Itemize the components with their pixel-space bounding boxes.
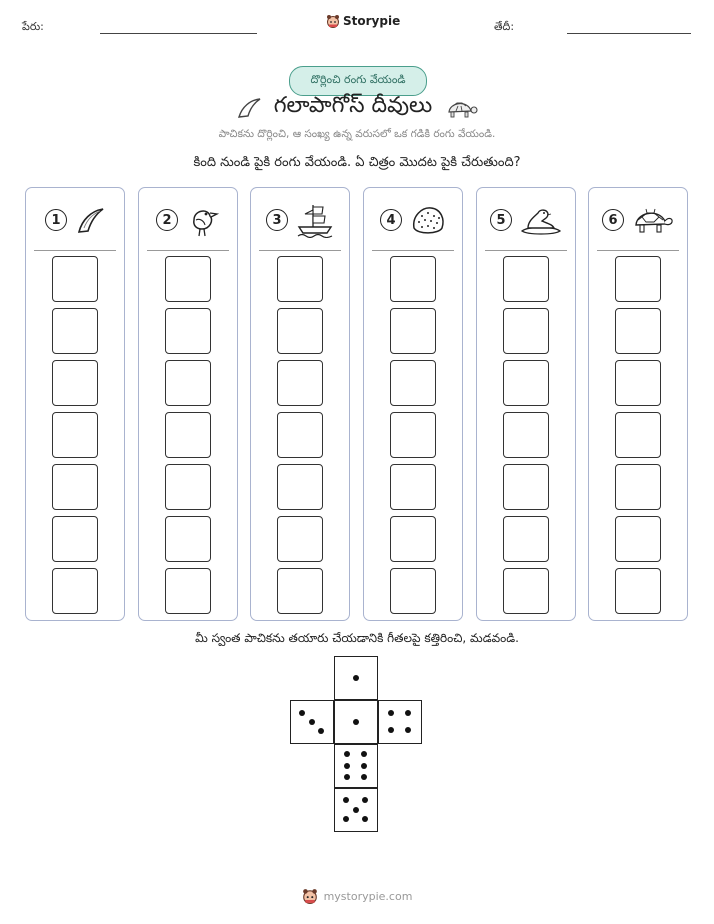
color-box[interactable]	[390, 308, 436, 354]
color-box[interactable]	[165, 516, 211, 562]
die-face-5	[334, 788, 378, 832]
column-1	[25, 187, 125, 621]
tortoise-icon	[632, 205, 674, 235]
die-face-1	[334, 700, 378, 744]
color-box[interactable]	[277, 256, 323, 302]
sea-lion-icon	[520, 203, 562, 237]
storypie-mascot-icon	[326, 14, 340, 28]
subtitle: పాచికను దొర్లించి, ఆ సంఖ్య ఉన్న వరుసలో ఒక గడికి రంగు వేయండి.	[218, 128, 496, 140]
color-box[interactable]	[390, 464, 436, 510]
die-pip	[353, 807, 359, 813]
die-face-1	[334, 656, 378, 700]
cut-fold-instruction: మీ స్వంత పాచికను తయారు చేయడానికి గీతలపై కత్తిరించి, మడవండి.	[195, 631, 519, 645]
column-5	[476, 187, 576, 621]
color-box[interactable]	[52, 412, 98, 458]
claw-icon	[236, 97, 262, 119]
color-box[interactable]	[503, 308, 549, 354]
question-text: కింది నుండి పైకి రంగు వేయండి. ఏ చిత్రం మొదట పైకి చేరుతుంది?	[193, 155, 521, 170]
color-box[interactable]	[503, 256, 549, 302]
die-pip	[405, 710, 411, 716]
color-box[interactable]	[503, 360, 549, 406]
claw-icon	[75, 206, 105, 234]
column-4	[363, 187, 463, 621]
color-box[interactable]	[615, 360, 661, 406]
die-pip	[405, 727, 411, 733]
color-box[interactable]	[52, 308, 98, 354]
die-net	[290, 656, 426, 836]
color-box[interactable]	[503, 412, 549, 458]
color-box[interactable]	[390, 360, 436, 406]
rock-icon	[410, 204, 446, 236]
color-box[interactable]	[52, 516, 98, 562]
column-6	[588, 187, 688, 621]
footer	[0, 888, 714, 904]
color-box[interactable]	[277, 516, 323, 562]
color-box[interactable]	[277, 308, 323, 354]
column-number: 2	[156, 209, 178, 231]
die-pip	[344, 763, 350, 769]
color-box[interactable]	[165, 412, 211, 458]
color-box[interactable]	[503, 464, 549, 510]
die-face-6	[334, 744, 378, 788]
color-box[interactable]	[165, 568, 211, 614]
color-box[interactable]	[277, 360, 323, 406]
color-box[interactable]	[503, 516, 549, 562]
color-box[interactable]	[390, 256, 436, 302]
color-box[interactable]	[52, 464, 98, 510]
die-pip	[353, 675, 359, 681]
bird-icon	[186, 202, 220, 238]
column-number: 4	[380, 209, 402, 231]
color-box[interactable]	[165, 308, 211, 354]
activity-badge: దొర్లించి రంగు వేయండి	[289, 66, 427, 96]
die-pip	[343, 816, 349, 822]
color-box[interactable]	[165, 360, 211, 406]
tortoise-icon	[444, 96, 478, 120]
date-label: తేదీ:	[494, 20, 515, 33]
name-label: పేరు:	[22, 20, 44, 33]
color-box[interactable]	[615, 412, 661, 458]
color-box[interactable]	[52, 360, 98, 406]
color-box[interactable]	[277, 412, 323, 458]
die-pip	[299, 710, 305, 716]
die-pip	[388, 727, 394, 733]
column-number: 1	[45, 209, 67, 231]
die-pip	[344, 774, 350, 780]
die-face-4	[378, 700, 422, 744]
color-box[interactable]	[277, 464, 323, 510]
die-pip	[309, 719, 315, 725]
color-box[interactable]	[165, 256, 211, 302]
die-pip	[353, 719, 359, 725]
brand-name: Storypie	[343, 14, 401, 28]
die-pip	[388, 710, 394, 716]
name-line[interactable]	[100, 33, 257, 34]
color-box[interactable]	[390, 412, 436, 458]
color-box[interactable]	[615, 516, 661, 562]
date-line[interactable]	[567, 33, 691, 34]
color-box[interactable]	[165, 464, 211, 510]
die-pip	[361, 763, 367, 769]
color-box[interactable]	[615, 308, 661, 354]
die-pip	[318, 728, 324, 734]
brand-logo	[326, 14, 400, 28]
die-pip	[343, 797, 349, 803]
color-box[interactable]	[390, 568, 436, 614]
storypie-mascot-icon	[302, 888, 318, 904]
color-box[interactable]	[52, 256, 98, 302]
die-pip	[362, 797, 368, 803]
die-pip	[344, 751, 350, 757]
die-pip	[361, 751, 367, 757]
color-box[interactable]	[615, 568, 661, 614]
die-pip	[361, 774, 367, 780]
color-box[interactable]	[277, 568, 323, 614]
column-number: 3	[266, 209, 288, 231]
column-3	[250, 187, 350, 621]
page-title-row	[0, 93, 714, 123]
column-number: 6	[602, 209, 624, 231]
color-box[interactable]	[615, 464, 661, 510]
color-box[interactable]	[615, 256, 661, 302]
footer-url[interactable]: mystorypie.com	[323, 889, 413, 903]
die-pip	[362, 816, 368, 822]
color-box[interactable]	[503, 568, 549, 614]
ship-icon	[296, 202, 334, 238]
column-number: 5	[490, 209, 512, 231]
die-face-3	[290, 700, 334, 744]
color-box[interactable]	[52, 568, 98, 614]
page-title: గలాపాగోస్ దీవులు	[273, 93, 433, 118]
column-2	[138, 187, 238, 621]
color-box[interactable]	[390, 516, 436, 562]
